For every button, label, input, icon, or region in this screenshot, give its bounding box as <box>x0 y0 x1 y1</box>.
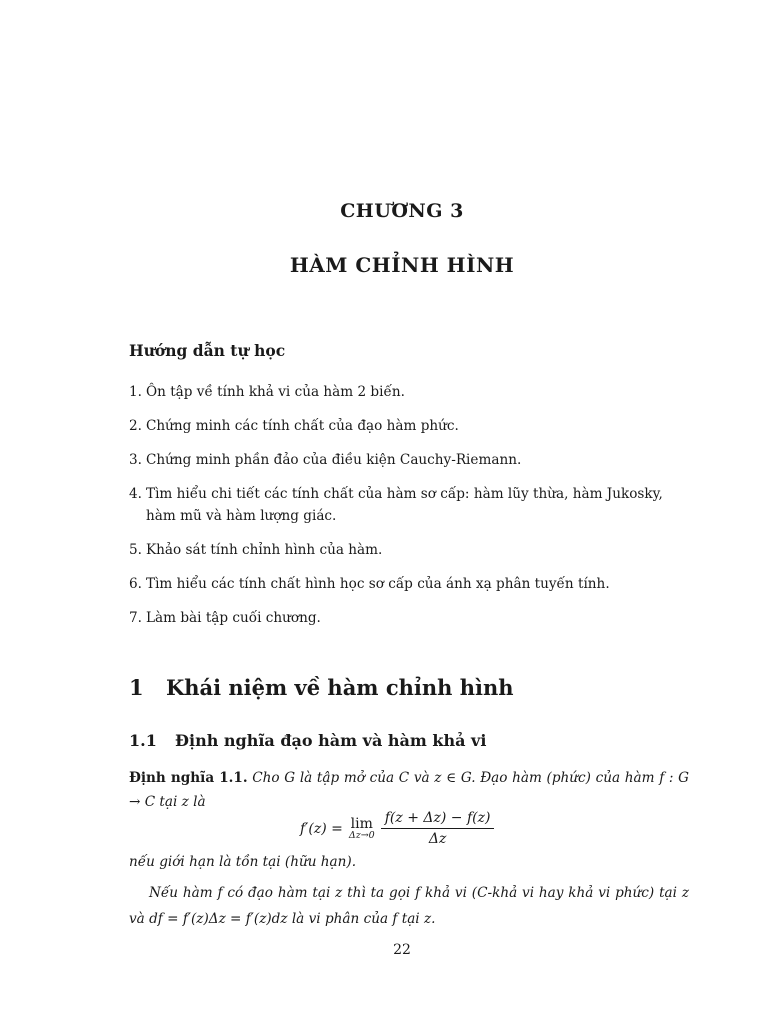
guide-heading: Hướng dẫn tự học <box>129 341 286 360</box>
subsection-title: Định nghĩa đạo hàm và hàm khả vi <box>175 731 487 750</box>
guide-item-number: 1. <box>129 384 142 400</box>
guide-item <box>129 607 681 629</box>
formula-limit <box>349 816 375 841</box>
guide-item-number: 5. <box>129 542 142 558</box>
guide-item-number: 6. <box>129 576 142 592</box>
section-number: 1 <box>129 675 144 700</box>
guide-item <box>129 449 681 471</box>
definition-tail: nếu giới hạn là tồn tại (hữu hạn). <box>129 854 357 870</box>
formula-lim: lim <box>350 816 373 832</box>
guide-item <box>129 573 681 595</box>
guide-item-number: 4. <box>129 486 142 502</box>
guide-item <box>129 415 681 437</box>
formula-denominator: Δz <box>428 831 447 847</box>
guide-item-text: Tìm hiểu chi tiết các tính chất của hàm sơ cấp: hàm lũy thừa, hàm Jukosky, hàm mũ và hàm lượng giác. <box>146 486 663 524</box>
subsection-number: 1.1 <box>129 731 157 750</box>
page-number: 22 <box>393 942 411 958</box>
guide-item-number: 2. <box>129 418 142 434</box>
guide-item-text: Làm bài tập cuối chương. <box>146 610 321 626</box>
guide-item-text: Ôn tập về tính khả vi của hàm 2 biến. <box>146 384 405 400</box>
guide-item-text: Tìm hiểu các tính chất hình học sơ cấp của ánh xạ phân tuyến tính. <box>146 576 610 592</box>
subsection-heading <box>129 731 486 750</box>
guide-item-text: Khảo sát tính chỉnh hình của hàm. <box>146 542 383 558</box>
definition-label: Định nghĩa 1.1. <box>129 770 248 786</box>
guide-item-text: Chứng minh phần đảo của điều kiện Cauchy-Riemann. <box>146 452 522 468</box>
formula-numerator: f(z + Δz) − f(z) <box>381 810 495 829</box>
chapter-label: CHƯƠNG 3 <box>340 200 464 222</box>
guide-item-number: 7. <box>129 610 142 626</box>
derivative-formula <box>300 810 494 847</box>
section-title: Khái niệm về hàm chỉnh hình <box>166 675 514 700</box>
guide-item <box>129 539 681 561</box>
guide-item <box>129 483 681 527</box>
definition-body: Cho G là tập mở của C và z ∈ G. Đạo hàm (phức) của hàm f : G → C tại z là <box>129 770 689 810</box>
formula-fraction <box>381 810 495 847</box>
section-heading <box>129 675 514 700</box>
chapter-title: HÀM CHỈNH HÌNH <box>289 253 515 277</box>
formula-lhs: f′(z) = <box>300 820 343 837</box>
formula-lim-subscript: Δz→0 <box>348 830 375 841</box>
guide-item <box>129 381 681 403</box>
guide-item-number: 3. <box>129 452 142 468</box>
guide-list <box>129 381 681 641</box>
body-paragraph: Nếu hàm f có đạo hàm tại z thì ta gọi f khả vi (C-khả vi hay khả vi phức) tại z và df = f′(z)Δz = f′(z)dz là vi phân của f tại z. <box>129 885 689 927</box>
definition-block <box>129 766 689 814</box>
guide-item-text: Chứng minh các tính chất của đạo hàm phức. <box>146 418 459 434</box>
